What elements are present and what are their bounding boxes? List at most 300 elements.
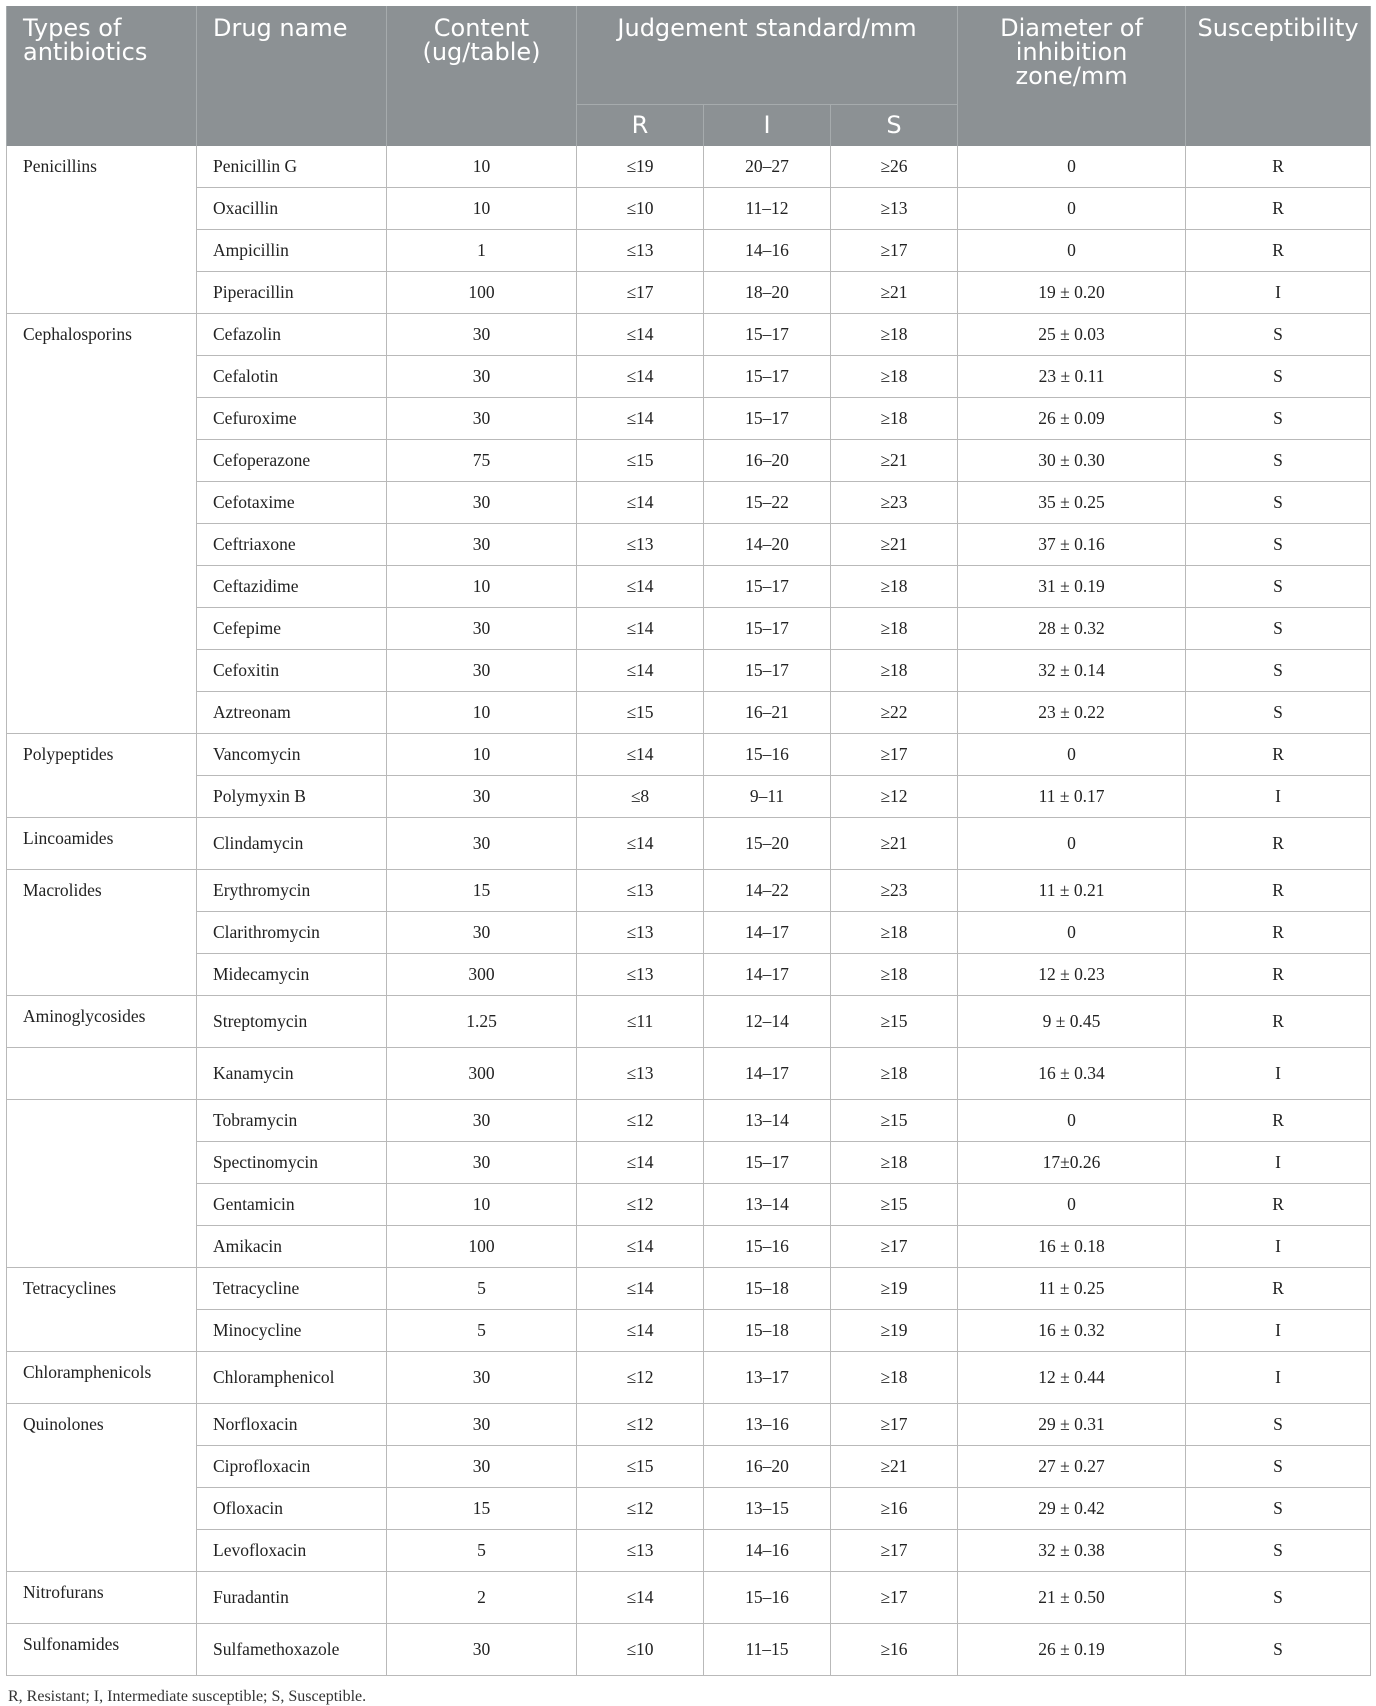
- susceptibility-cell: S: [1186, 1446, 1371, 1488]
- susceptibility-cell: S: [1186, 440, 1371, 482]
- r-threshold-cell: ≤14: [577, 1226, 704, 1268]
- content-cell: 30: [387, 650, 577, 692]
- table-row: [7, 1184, 1371, 1226]
- table-row: [7, 776, 1371, 818]
- table-row: [7, 1488, 1371, 1530]
- diameter-cell: 31 ± 0.19: [958, 566, 1186, 608]
- r-threshold-cell: ≤13: [577, 524, 704, 566]
- s-threshold-cell: ≥18: [831, 1142, 958, 1184]
- content-cell: 100: [387, 1226, 577, 1268]
- r-threshold-cell: ≤14: [577, 1572, 704, 1624]
- drug-name-cell: Ceftazidime: [197, 566, 387, 608]
- s-threshold-cell: ≥23: [831, 482, 958, 524]
- diameter-cell: 0: [958, 734, 1186, 776]
- diameter-cell: 0: [958, 146, 1186, 188]
- table-row: [7, 650, 1371, 692]
- s-threshold-cell: ≥18: [831, 912, 958, 954]
- drug-name-cell: Penicillin G: [197, 146, 387, 188]
- i-threshold-cell: 11–12: [704, 188, 831, 230]
- s-threshold-cell: ≥15: [831, 1100, 958, 1142]
- content-cell: 10: [387, 1184, 577, 1226]
- content-cell: 30: [387, 524, 577, 566]
- s-threshold-cell: ≥21: [831, 524, 958, 566]
- s-threshold-cell: ≥15: [831, 996, 958, 1048]
- content-cell: 1: [387, 230, 577, 272]
- susceptibility-cell: R: [1186, 954, 1371, 996]
- diameter-cell: 21 ± 0.50: [958, 1572, 1186, 1624]
- diameter-cell: 35 ± 0.25: [958, 482, 1186, 524]
- s-threshold-cell: ≥18: [831, 1048, 958, 1100]
- header-content: Content (ug/table): [387, 6, 577, 146]
- susceptibility-cell: S: [1186, 398, 1371, 440]
- antibiotic-type-cell: Polypeptides: [7, 734, 197, 818]
- r-threshold-cell: ≤12: [577, 1404, 704, 1446]
- content-cell: 30: [387, 1142, 577, 1184]
- r-threshold-cell: ≤13: [577, 870, 704, 912]
- susceptibility-cell: S: [1186, 650, 1371, 692]
- i-threshold-cell: 11–15: [704, 1624, 831, 1676]
- r-threshold-cell: ≤15: [577, 692, 704, 734]
- content-cell: 300: [387, 1048, 577, 1100]
- table-row: [7, 1100, 1371, 1142]
- r-threshold-cell: ≤14: [577, 608, 704, 650]
- s-threshold-cell: ≥18: [831, 954, 958, 996]
- i-threshold-cell: 14–17: [704, 912, 831, 954]
- diameter-cell: 26 ± 0.19: [958, 1624, 1186, 1676]
- table-row: [7, 1530, 1371, 1572]
- header-r: R: [577, 105, 704, 146]
- table-row: [7, 398, 1371, 440]
- susceptibility-cell: R: [1186, 734, 1371, 776]
- s-threshold-cell: ≥18: [831, 650, 958, 692]
- i-threshold-cell: 18–20: [704, 272, 831, 314]
- r-threshold-cell: ≤13: [577, 954, 704, 996]
- s-threshold-cell: ≥21: [831, 440, 958, 482]
- i-threshold-cell: 15–20: [704, 818, 831, 870]
- table-row: [7, 440, 1371, 482]
- table-row: [7, 818, 1371, 870]
- i-threshold-cell: 9–11: [704, 776, 831, 818]
- i-threshold-cell: 14–20: [704, 524, 831, 566]
- header-drug-name: Drug name: [197, 6, 387, 146]
- r-threshold-cell: ≤15: [577, 440, 704, 482]
- s-threshold-cell: ≥19: [831, 1310, 958, 1352]
- r-threshold-cell: ≤14: [577, 818, 704, 870]
- content-cell: 1.25: [387, 996, 577, 1048]
- r-threshold-cell: ≤14: [577, 1142, 704, 1184]
- drug-name-cell: Spectinomycin: [197, 1142, 387, 1184]
- s-threshold-cell: ≥17: [831, 1226, 958, 1268]
- diameter-cell: 11 ± 0.17: [958, 776, 1186, 818]
- diameter-cell: 23 ± 0.11: [958, 356, 1186, 398]
- content-cell: 30: [387, 1100, 577, 1142]
- s-threshold-cell: ≥16: [831, 1624, 958, 1676]
- drug-name-cell: Ofloxacin: [197, 1488, 387, 1530]
- content-cell: 30: [387, 1352, 577, 1404]
- content-cell: 15: [387, 1488, 577, 1530]
- content-cell: 30: [387, 912, 577, 954]
- drug-name-cell: Cefazolin: [197, 314, 387, 356]
- s-threshold-cell: ≥22: [831, 692, 958, 734]
- diameter-cell: 0: [958, 230, 1186, 272]
- drug-name-cell: Piperacillin: [197, 272, 387, 314]
- content-cell: 30: [387, 1404, 577, 1446]
- susceptibility-cell: R: [1186, 230, 1371, 272]
- table-row: [7, 566, 1371, 608]
- diameter-cell: 12 ± 0.44: [958, 1352, 1186, 1404]
- table-body: [7, 146, 1371, 1676]
- content-cell: 30: [387, 608, 577, 650]
- s-threshold-cell: ≥12: [831, 776, 958, 818]
- diameter-cell: 0: [958, 1100, 1186, 1142]
- antibiotic-susceptibility-table: [6, 6, 1371, 1676]
- s-threshold-cell: ≥17: [831, 1404, 958, 1446]
- drug-name-cell: Cefuroxime: [197, 398, 387, 440]
- antibiotic-type-cell: Macrolides: [7, 870, 197, 996]
- drug-name-cell: Vancomycin: [197, 734, 387, 776]
- content-cell: 30: [387, 1446, 577, 1488]
- susceptibility-cell: S: [1186, 482, 1371, 524]
- diameter-cell: 0: [958, 1184, 1186, 1226]
- r-threshold-cell: ≤19: [577, 146, 704, 188]
- drug-name-cell: Levofloxacin: [197, 1530, 387, 1572]
- table-row: [7, 1310, 1371, 1352]
- susceptibility-cell: S: [1186, 314, 1371, 356]
- table-row: [7, 1572, 1371, 1624]
- table-footnote: R, Resistant; I, Intermediate susceptible; S, Susceptible.: [8, 1688, 367, 1705]
- s-threshold-cell: ≥17: [831, 230, 958, 272]
- diameter-cell: 29 ± 0.42: [958, 1488, 1186, 1530]
- susceptibility-cell: R: [1186, 912, 1371, 954]
- i-threshold-cell: 15–16: [704, 1572, 831, 1624]
- table-row: [7, 1142, 1371, 1184]
- antibiotic-type-cell: Lincoamides: [7, 818, 197, 870]
- s-threshold-cell: ≥26: [831, 146, 958, 188]
- i-threshold-cell: 14–17: [704, 954, 831, 996]
- content-cell: 10: [387, 566, 577, 608]
- s-threshold-cell: ≥17: [831, 734, 958, 776]
- drug-name-cell: Streptomycin: [197, 996, 387, 1048]
- antibiotic-type-cell: Tetracyclines: [7, 1268, 197, 1352]
- drug-name-cell: Sulfamethoxazole: [197, 1624, 387, 1676]
- s-threshold-cell: ≥21: [831, 272, 958, 314]
- s-threshold-cell: ≥18: [831, 608, 958, 650]
- r-threshold-cell: ≤14: [577, 1268, 704, 1310]
- antibiotic-type-cell: Aminoglycosides: [7, 996, 197, 1048]
- i-threshold-cell: 14–17: [704, 1048, 831, 1100]
- drug-name-cell: Cefoperazone: [197, 440, 387, 482]
- susceptibility-cell: R: [1186, 146, 1371, 188]
- antibiotic-type-cell: Quinolones: [7, 1404, 197, 1572]
- antibiotic-type-cell: [7, 1100, 197, 1268]
- diameter-cell: 11 ± 0.21: [958, 870, 1186, 912]
- table-row: [7, 230, 1371, 272]
- table-row: [7, 524, 1371, 566]
- i-threshold-cell: 15–16: [704, 734, 831, 776]
- drug-name-cell: Tetracycline: [197, 1268, 387, 1310]
- susceptibility-cell: I: [1186, 272, 1371, 314]
- susceptibility-cell: R: [1186, 996, 1371, 1048]
- diameter-cell: 32 ± 0.14: [958, 650, 1186, 692]
- r-threshold-cell: ≤14: [577, 650, 704, 692]
- i-threshold-cell: 16–21: [704, 692, 831, 734]
- diameter-cell: 32 ± 0.38: [958, 1530, 1186, 1572]
- s-threshold-cell: ≥21: [831, 818, 958, 870]
- i-threshold-cell: 14–22: [704, 870, 831, 912]
- drug-name-cell: Polymyxin B: [197, 776, 387, 818]
- table-row: [7, 1624, 1371, 1676]
- antibiotic-type-cell: [7, 1048, 197, 1100]
- content-cell: 300: [387, 954, 577, 996]
- susceptibility-cell: S: [1186, 1488, 1371, 1530]
- content-cell: 10: [387, 146, 577, 188]
- s-threshold-cell: ≥18: [831, 1352, 958, 1404]
- r-threshold-cell: ≤8: [577, 776, 704, 818]
- s-threshold-cell: ≥18: [831, 356, 958, 398]
- s-threshold-cell: ≥17: [831, 1572, 958, 1624]
- r-threshold-cell: ≤14: [577, 398, 704, 440]
- content-cell: 30: [387, 398, 577, 440]
- table-row: [7, 1048, 1371, 1100]
- r-threshold-cell: ≤12: [577, 1488, 704, 1530]
- drug-name-cell: Chloramphenicol: [197, 1352, 387, 1404]
- table-row: [7, 356, 1371, 398]
- i-threshold-cell: 15–17: [704, 398, 831, 440]
- susceptibility-cell: I: [1186, 776, 1371, 818]
- susceptibility-cell: I: [1186, 1310, 1371, 1352]
- s-threshold-cell: ≥21: [831, 1446, 958, 1488]
- susceptibility-cell: S: [1186, 1404, 1371, 1446]
- drug-name-cell: Aztreonam: [197, 692, 387, 734]
- r-threshold-cell: ≤11: [577, 996, 704, 1048]
- table-row: [7, 608, 1371, 650]
- drug-name-cell: Tobramycin: [197, 1100, 387, 1142]
- i-threshold-cell: 15–17: [704, 1142, 831, 1184]
- header-judgement-standard: Judgement standard/mm: [577, 6, 958, 105]
- antibiotic-type-cell: Chloramphenicols: [7, 1352, 197, 1404]
- drug-name-cell: Furadantin: [197, 1572, 387, 1624]
- diameter-cell: 11 ± 0.25: [958, 1268, 1186, 1310]
- r-threshold-cell: ≤10: [577, 188, 704, 230]
- content-cell: 30: [387, 1624, 577, 1676]
- susceptibility-cell: I: [1186, 1352, 1371, 1404]
- diameter-cell: 9 ± 0.45: [958, 996, 1186, 1048]
- s-threshold-cell: ≥13: [831, 188, 958, 230]
- content-cell: 15: [387, 870, 577, 912]
- i-threshold-cell: 15–18: [704, 1268, 831, 1310]
- i-threshold-cell: 16–20: [704, 1446, 831, 1488]
- table-row: [7, 870, 1371, 912]
- diameter-cell: 16 ± 0.34: [958, 1048, 1186, 1100]
- drug-name-cell: Clarithromycin: [197, 912, 387, 954]
- content-cell: 10: [387, 692, 577, 734]
- table-row: [7, 1446, 1371, 1488]
- diameter-cell: 27 ± 0.27: [958, 1446, 1186, 1488]
- susceptibility-cell: S: [1186, 1624, 1371, 1676]
- drug-name-cell: Cefotaxime: [197, 482, 387, 524]
- i-threshold-cell: 14–16: [704, 1530, 831, 1572]
- susceptibility-cell: I: [1186, 1048, 1371, 1100]
- antibiotic-type-cell: Cephalosporins: [7, 314, 197, 734]
- diameter-cell: 19 ± 0.20: [958, 272, 1186, 314]
- diameter-cell: 16 ± 0.18: [958, 1226, 1186, 1268]
- diameter-cell: 29 ± 0.31: [958, 1404, 1186, 1446]
- table-row: [7, 996, 1371, 1048]
- drug-name-cell: Ceftriaxone: [197, 524, 387, 566]
- content-cell: 75: [387, 440, 577, 482]
- content-cell: 30: [387, 314, 577, 356]
- drug-name-cell: Oxacillin: [197, 188, 387, 230]
- antibiotic-type-cell: Nitrofurans: [7, 1572, 197, 1624]
- table-row: [7, 1226, 1371, 1268]
- diameter-cell: 30 ± 0.30: [958, 440, 1186, 482]
- table-row: [7, 1404, 1371, 1446]
- r-threshold-cell: ≤13: [577, 1048, 704, 1100]
- i-threshold-cell: 12–14: [704, 996, 831, 1048]
- susceptibility-cell: S: [1186, 524, 1371, 566]
- s-threshold-cell: ≥19: [831, 1268, 958, 1310]
- s-threshold-cell: ≥17: [831, 1530, 958, 1572]
- content-cell: 30: [387, 356, 577, 398]
- i-threshold-cell: 16–20: [704, 440, 831, 482]
- r-threshold-cell: ≤13: [577, 1530, 704, 1572]
- content-cell: 30: [387, 776, 577, 818]
- drug-name-cell: Cefepime: [197, 608, 387, 650]
- table-row: [7, 734, 1371, 776]
- i-threshold-cell: 15–17: [704, 608, 831, 650]
- table-row: [7, 272, 1371, 314]
- i-threshold-cell: 13–14: [704, 1184, 831, 1226]
- susceptibility-cell: S: [1186, 692, 1371, 734]
- i-threshold-cell: 14–16: [704, 230, 831, 272]
- s-threshold-cell: ≥23: [831, 870, 958, 912]
- drug-name-cell: Gentamicin: [197, 1184, 387, 1226]
- diameter-cell: 23 ± 0.22: [958, 692, 1186, 734]
- i-threshold-cell: 15–17: [704, 314, 831, 356]
- i-threshold-cell: 13–15: [704, 1488, 831, 1530]
- r-threshold-cell: ≤14: [577, 1310, 704, 1352]
- drug-name-cell: Cefoxitin: [197, 650, 387, 692]
- content-cell: 100: [387, 272, 577, 314]
- table-header: [7, 6, 1371, 146]
- diameter-cell: 0: [958, 188, 1186, 230]
- susceptibility-cell: R: [1186, 818, 1371, 870]
- susceptibility-cell: S: [1186, 1530, 1371, 1572]
- susceptibility-cell: S: [1186, 566, 1371, 608]
- r-threshold-cell: ≤10: [577, 1624, 704, 1676]
- drug-name-cell: Norfloxacin: [197, 1404, 387, 1446]
- diameter-cell: 17±0.26: [958, 1142, 1186, 1184]
- susceptibility-cell: S: [1186, 356, 1371, 398]
- susceptibility-cell: R: [1186, 1100, 1371, 1142]
- r-threshold-cell: ≤14: [577, 566, 704, 608]
- r-threshold-cell: ≤12: [577, 1100, 704, 1142]
- drug-name-cell: Midecamycin: [197, 954, 387, 996]
- r-threshold-cell: ≤13: [577, 912, 704, 954]
- i-threshold-cell: 13–14: [704, 1100, 831, 1142]
- r-threshold-cell: ≤13: [577, 230, 704, 272]
- content-cell: 2: [387, 1572, 577, 1624]
- antibiotic-table-container: [6, 6, 1370, 1706]
- header-diameter: Diameter of inhibition zone/mm: [958, 6, 1186, 146]
- i-threshold-cell: 15–16: [704, 1226, 831, 1268]
- susceptibility-cell: R: [1186, 1268, 1371, 1310]
- r-threshold-cell: ≤12: [577, 1352, 704, 1404]
- r-threshold-cell: ≤12: [577, 1184, 704, 1226]
- drug-name-cell: Amikacin: [197, 1226, 387, 1268]
- i-threshold-cell: 13–17: [704, 1352, 831, 1404]
- susceptibility-cell: S: [1186, 1572, 1371, 1624]
- drug-name-cell: Ampicillin: [197, 230, 387, 272]
- content-cell: 30: [387, 482, 577, 524]
- i-threshold-cell: 15–18: [704, 1310, 831, 1352]
- diameter-cell: 28 ± 0.32: [958, 608, 1186, 650]
- diameter-cell: 37 ± 0.16: [958, 524, 1186, 566]
- r-threshold-cell: ≤14: [577, 314, 704, 356]
- s-threshold-cell: ≥16: [831, 1488, 958, 1530]
- diameter-cell: 16 ± 0.32: [958, 1310, 1186, 1352]
- table-row: [7, 692, 1371, 734]
- content-cell: 10: [387, 734, 577, 776]
- content-cell: 10: [387, 188, 577, 230]
- drug-name-cell: Minocycline: [197, 1310, 387, 1352]
- susceptibility-cell: S: [1186, 608, 1371, 650]
- drug-name-cell: Ciprofloxacin: [197, 1446, 387, 1488]
- drug-name-cell: Kanamycin: [197, 1048, 387, 1100]
- susceptibility-cell: R: [1186, 1184, 1371, 1226]
- r-threshold-cell: ≤15: [577, 1446, 704, 1488]
- table-row: [7, 912, 1371, 954]
- header-susceptibility: Susceptibility: [1186, 6, 1371, 146]
- susceptibility-cell: R: [1186, 188, 1371, 230]
- s-threshold-cell: ≥15: [831, 1184, 958, 1226]
- susceptibility-cell: I: [1186, 1142, 1371, 1184]
- i-threshold-cell: 13–16: [704, 1404, 831, 1446]
- s-threshold-cell: ≥18: [831, 314, 958, 356]
- content-cell: 5: [387, 1310, 577, 1352]
- header-i: I: [704, 105, 831, 146]
- diameter-cell: 0: [958, 818, 1186, 870]
- r-threshold-cell: ≤17: [577, 272, 704, 314]
- r-threshold-cell: ≤14: [577, 734, 704, 776]
- table-row: [7, 954, 1371, 996]
- diameter-cell: 0: [958, 912, 1186, 954]
- drug-name-cell: Erythromycin: [197, 870, 387, 912]
- antibiotic-type-cell: Penicillins: [7, 146, 197, 314]
- table-row: [7, 314, 1371, 356]
- table-row: [7, 1352, 1371, 1404]
- header-types: Types of antibiotics: [7, 6, 197, 146]
- i-threshold-cell: 20–27: [704, 146, 831, 188]
- susceptibility-cell: R: [1186, 870, 1371, 912]
- diameter-cell: 25 ± 0.03: [958, 314, 1186, 356]
- drug-name-cell: Clindamycin: [197, 818, 387, 870]
- antibiotic-type-cell: Sulfonamides: [7, 1624, 197, 1676]
- r-threshold-cell: ≤14: [577, 356, 704, 398]
- i-threshold-cell: 15–17: [704, 356, 831, 398]
- drug-name-cell: Cefalotin: [197, 356, 387, 398]
- content-cell: 30: [387, 818, 577, 870]
- table-row: [7, 188, 1371, 230]
- s-threshold-cell: ≥18: [831, 566, 958, 608]
- susceptibility-cell: I: [1186, 1226, 1371, 1268]
- diameter-cell: 12 ± 0.23: [958, 954, 1186, 996]
- table-row: [7, 146, 1371, 188]
- header-s: S: [831, 105, 958, 146]
- content-cell: 5: [387, 1268, 577, 1310]
- content-cell: 5: [387, 1530, 577, 1572]
- table-row: [7, 482, 1371, 524]
